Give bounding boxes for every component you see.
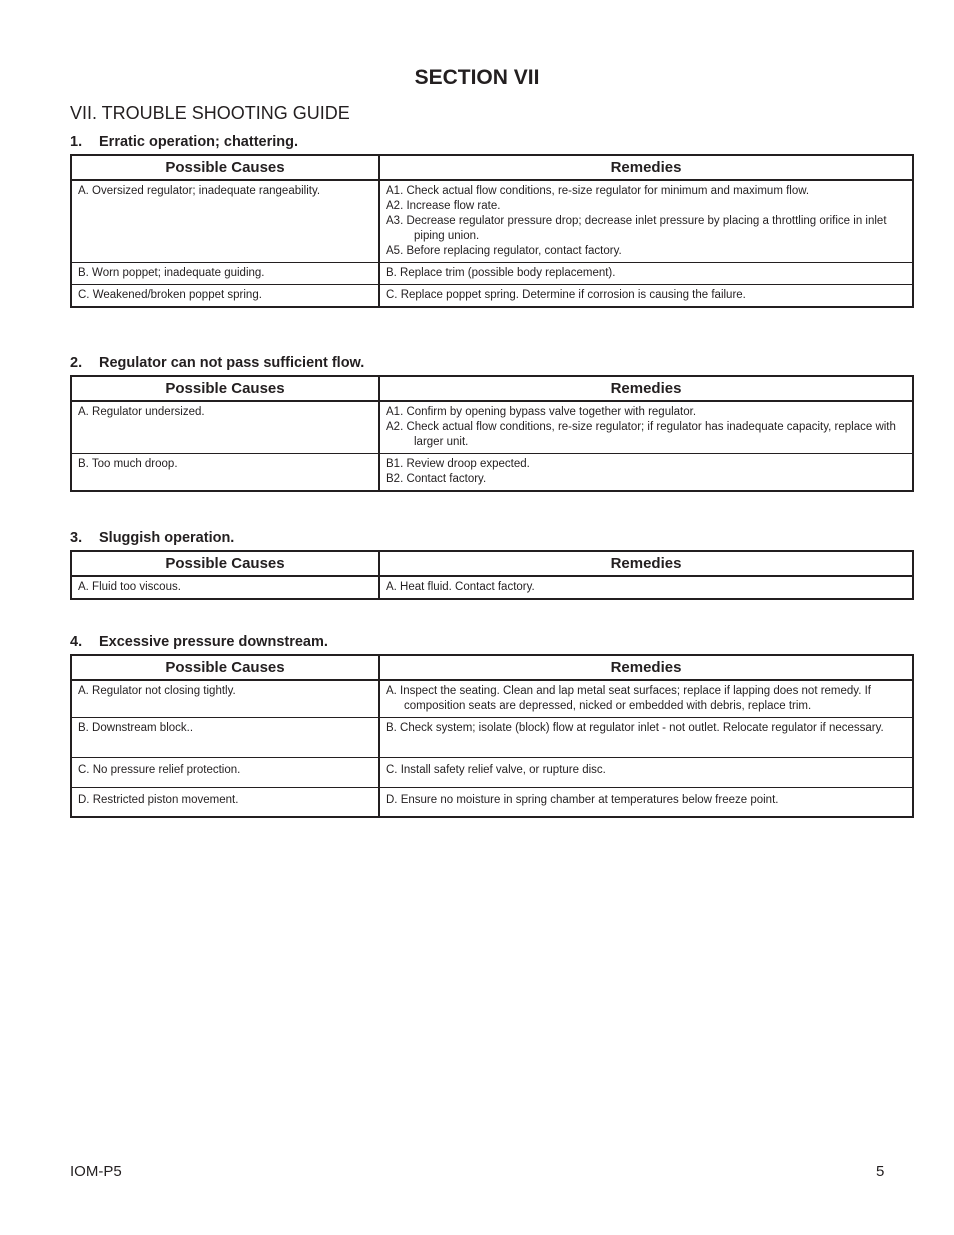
problem-number: 3. xyxy=(70,530,83,546)
cause-cell: C. No pressure relief protection. xyxy=(71,758,379,788)
remedy-cell xyxy=(379,718,913,758)
troubleshooting-table xyxy=(70,654,914,818)
remedy-item: A1. Confirm by opening bypass valve together with regulator. xyxy=(386,406,697,418)
table-row xyxy=(71,401,913,454)
causes-header: Possible Causes xyxy=(71,155,379,180)
problem-heading xyxy=(70,528,912,550)
troubleshooting-table xyxy=(70,154,914,308)
cause-cell: B. Worn poppet; inadequate guiding. xyxy=(71,263,379,285)
table-header-row xyxy=(71,155,913,180)
table-row xyxy=(71,263,913,285)
table-row xyxy=(71,788,913,818)
cause-cell: A. Regulator undersized. xyxy=(71,401,379,454)
causes-header: Possible Causes xyxy=(71,655,379,680)
cause-cell: A. Oversized regulator; inadequate rangeability. xyxy=(71,180,379,263)
table-row xyxy=(71,180,913,263)
remedy-item: B2. Contact factory. xyxy=(386,473,487,485)
page-number: 5 xyxy=(876,1163,885,1180)
document-id: IOM-P5 xyxy=(70,1163,122,1180)
problem-title: Sluggish operation. xyxy=(99,530,235,546)
problem-title: Regulator can not pass sufficient flow. xyxy=(99,355,365,371)
table-row xyxy=(71,285,913,308)
problem-heading xyxy=(70,132,912,154)
remedy-item: A2. Increase flow rate. xyxy=(386,200,501,212)
remedies-header: Remedies xyxy=(379,551,913,576)
remedy-item: A5. Before replacing regulator, contact factory. xyxy=(386,245,622,257)
remedy-item: C. Install safety relief valve, or rupture disc. xyxy=(386,764,606,776)
problem-title: Excessive pressure downstream. xyxy=(99,634,328,650)
problem-number: 1. xyxy=(70,134,83,150)
table-header-row xyxy=(71,551,913,576)
remedy-item: A2. Check actual flow conditions, re-size regulator; if regulator has inadequate capacity, replace with larger unit. xyxy=(386,421,896,448)
cause-cell: A. Regulator not closing tightly. xyxy=(71,680,379,718)
remedy-item: B1. Review droop expected. xyxy=(386,458,530,470)
remedy-item: A1. Check actual flow conditions, re-size regulator for minimum and maximum flow. xyxy=(386,185,810,197)
remedy-cell xyxy=(379,263,913,285)
section-title: SECTION VII xyxy=(414,66,540,89)
table-header-row xyxy=(71,655,913,680)
table-row xyxy=(71,576,913,599)
cause-cell: B. Too much droop. xyxy=(71,454,379,492)
table-row xyxy=(71,718,913,758)
guide-title: VII. TROUBLE SHOOTING GUIDE xyxy=(70,103,350,123)
problem-number: 4. xyxy=(70,634,83,650)
cause-cell: D. Restricted piston movement. xyxy=(71,788,379,818)
remedy-cell xyxy=(379,576,913,599)
problem-number: 2. xyxy=(70,355,83,371)
troubleshooting-table xyxy=(70,375,914,492)
remedy-cell xyxy=(379,285,913,308)
problem-2 xyxy=(70,353,912,492)
remedies-header: Remedies xyxy=(379,655,913,680)
remedy-item: A. Inspect the seating. Clean and lap metal seat surfaces; replace if lapping does not remedy. If composition seats are depressed, nicked or embedded with debris, replace trim. xyxy=(386,685,871,712)
remedy-cell xyxy=(379,758,913,788)
table-row xyxy=(71,758,913,788)
problem-1 xyxy=(70,132,912,308)
cause-cell: C. Weakened/broken poppet spring. xyxy=(71,285,379,308)
remedy-item: B. Check system; isolate (block) flow at regulator inlet - not outlet. Relocate regulator if necessary. xyxy=(386,722,884,734)
problem-3 xyxy=(70,528,912,600)
causes-header: Possible Causes xyxy=(71,376,379,401)
remedy-cell xyxy=(379,454,913,492)
table-row xyxy=(71,454,913,492)
cause-cell: B. Downstream block.. xyxy=(71,718,379,758)
remedy-item: A3. Decrease regulator pressure drop; decrease inlet pressure by placing a throttling orifice in inlet piping union. xyxy=(386,215,887,242)
remedy-cell xyxy=(379,401,913,454)
problem-heading xyxy=(70,353,912,375)
remedy-item: C. Replace poppet spring. Determine if corrosion is causing the failure. xyxy=(386,289,746,301)
remedy-cell xyxy=(379,680,913,718)
problem-4 xyxy=(70,632,912,818)
causes-header: Possible Causes xyxy=(71,551,379,576)
remedies-header: Remedies xyxy=(379,376,913,401)
remedies-header: Remedies xyxy=(379,155,913,180)
remedy-item: B. Replace trim (possible body replacement). xyxy=(386,267,616,279)
table-header-row xyxy=(71,376,913,401)
remedy-item: D. Ensure no moisture in spring chamber at temperatures below freeze point. xyxy=(386,794,779,806)
problem-title: Erratic operation; chattering. xyxy=(99,134,299,150)
troubleshooting-table xyxy=(70,550,914,600)
remedy-cell xyxy=(379,788,913,818)
remedy-item: A. Heat fluid. Contact factory. xyxy=(386,581,535,593)
problem-heading xyxy=(70,632,912,654)
remedy-cell xyxy=(379,180,913,263)
table-row xyxy=(71,680,913,718)
cause-cell: A. Fluid too viscous. xyxy=(71,576,379,599)
